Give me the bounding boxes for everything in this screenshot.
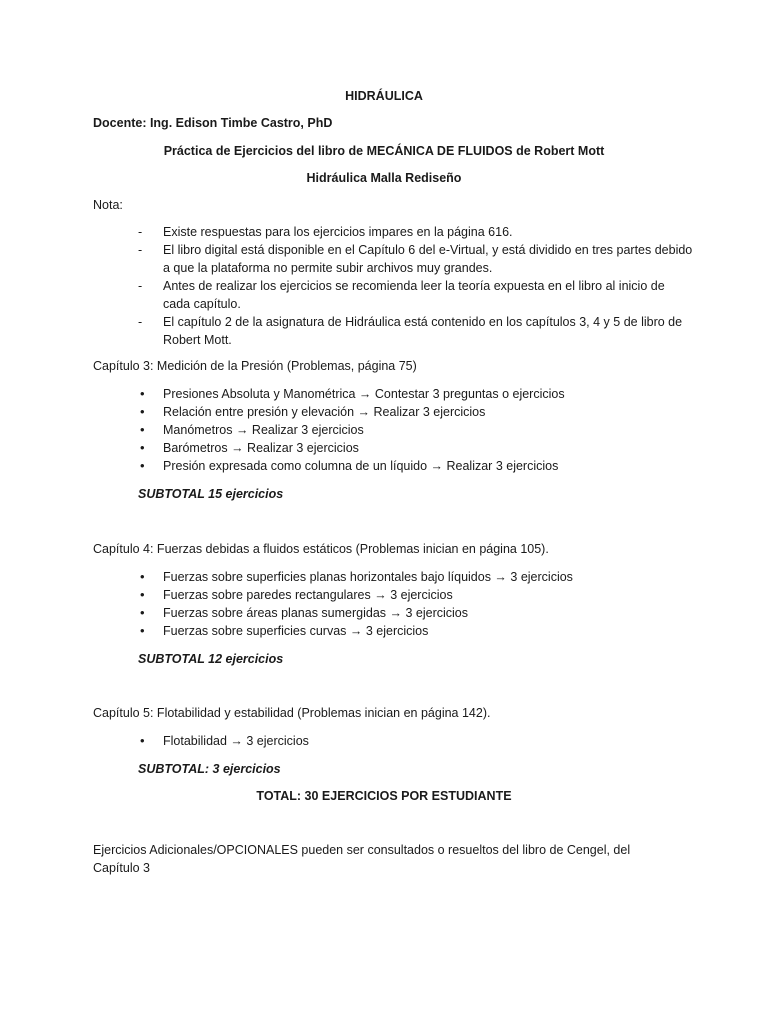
bullet-marker: •	[140, 458, 145, 473]
program-title: Hidráulica Malla Rediseño	[306, 171, 462, 185]
bullet-marker: •	[140, 404, 145, 419]
list-item-text: Fuerzas sobre superficies planas horizontales bajo líquidos → 3 ejercicios	[163, 570, 573, 584]
list-item-text: Presión expresada como columna de un líquido → Realizar 3 ejercicios	[163, 459, 559, 473]
additional-exercises-line-2: Capítulo 3	[93, 861, 150, 875]
note-text: El libro digital está disponible en el Capítulo 6 del e-Virtual, y está dividido en tres partes debido a que la plataforma no permite subir archivos muy grandes.	[163, 243, 693, 275]
teacher-line: Docente: Ing. Edison Timbe Castro, PhD	[93, 116, 333, 130]
additional-exercises-line-1: Ejercicios Adicionales/OPCIONALES pueden ser consultados o resueltos del libro de Cengel, del	[93, 843, 631, 857]
list-item-text: Fuerzas sobre paredes rectangulares → 3 ejercicios	[163, 588, 453, 602]
bullet-marker: •	[140, 569, 145, 584]
dash-marker: -	[138, 279, 143, 293]
bullet-marker: •	[140, 422, 145, 437]
chapter-heading: Capítulo 5: Flotabilidad y estabilidad (Problemas inician en página 142).	[93, 706, 491, 720]
dash-marker: -	[138, 243, 143, 257]
subtotal: SUBTOTAL 12 ejercicios	[138, 652, 284, 666]
note-text: El capítulo 2 de la asignatura de Hidráulica está contenido en los capítulos 3, 4 y 5 de libro de Robert Mott.	[163, 315, 683, 347]
note-text: Antes de realizar los ejercicios se recomienda leer la teoría expuesta en el libro al inicio de cada capítulo.	[163, 279, 665, 311]
bullet-marker: •	[140, 386, 145, 401]
list-item-text: Fuerzas sobre áreas planas sumergidas → 3 ejercicios	[163, 606, 468, 620]
bullet-marker: •	[140, 605, 145, 620]
note-item	[138, 223, 698, 241]
total-line: TOTAL: 30 EJERCICIOS POR ESTUDIANTE	[256, 789, 512, 803]
subtotal: SUBTOTAL: 3 ejercicios	[138, 762, 281, 776]
bullet-marker: •	[140, 440, 145, 455]
note-item	[138, 313, 698, 349]
dash-marker: -	[138, 315, 143, 329]
list-item-text: Presiones Absoluta y Manométrica → Contestar 3 preguntas o ejercicios	[163, 387, 565, 401]
bullet-marker: •	[140, 623, 145, 638]
list-item-text: Manómetros → Realizar 3 ejercicios	[163, 423, 364, 437]
list-item-text: Relación entre presión y elevación → Realizar 3 ejercicios	[163, 405, 486, 419]
list-item-text: Fuerzas sobre superficies curvas → 3 ejercicios	[163, 624, 429, 638]
bullet-marker: •	[140, 733, 145, 748]
practice-title: Práctica de Ejercicios del libro de MECÁNICA DE FLUIDOS de Robert Mott	[163, 144, 605, 158]
list-item-text: Flotabilidad → 3 ejercicios	[163, 734, 309, 748]
note-label: Nota:	[93, 198, 123, 212]
subtotal: SUBTOTAL 15 ejercicios	[138, 487, 284, 501]
bullet-marker: •	[140, 587, 145, 602]
note-item	[138, 277, 698, 313]
dash-marker: -	[138, 225, 143, 239]
list-item-text: Barómetros → Realizar 3 ejercicios	[163, 441, 359, 455]
document-title: HIDRÁULICA	[345, 89, 423, 103]
chapter-heading: Capítulo 4: Fuerzas debidas a fluidos estáticos (Problemas inician en página 105).	[93, 542, 549, 556]
chapter-heading: Capítulo 3: Medición de la Presión (Problemas, página 75)	[93, 359, 417, 373]
note-text: Existe respuestas para los ejercicios impares en la página 616.	[163, 225, 513, 239]
note-item	[138, 241, 698, 277]
